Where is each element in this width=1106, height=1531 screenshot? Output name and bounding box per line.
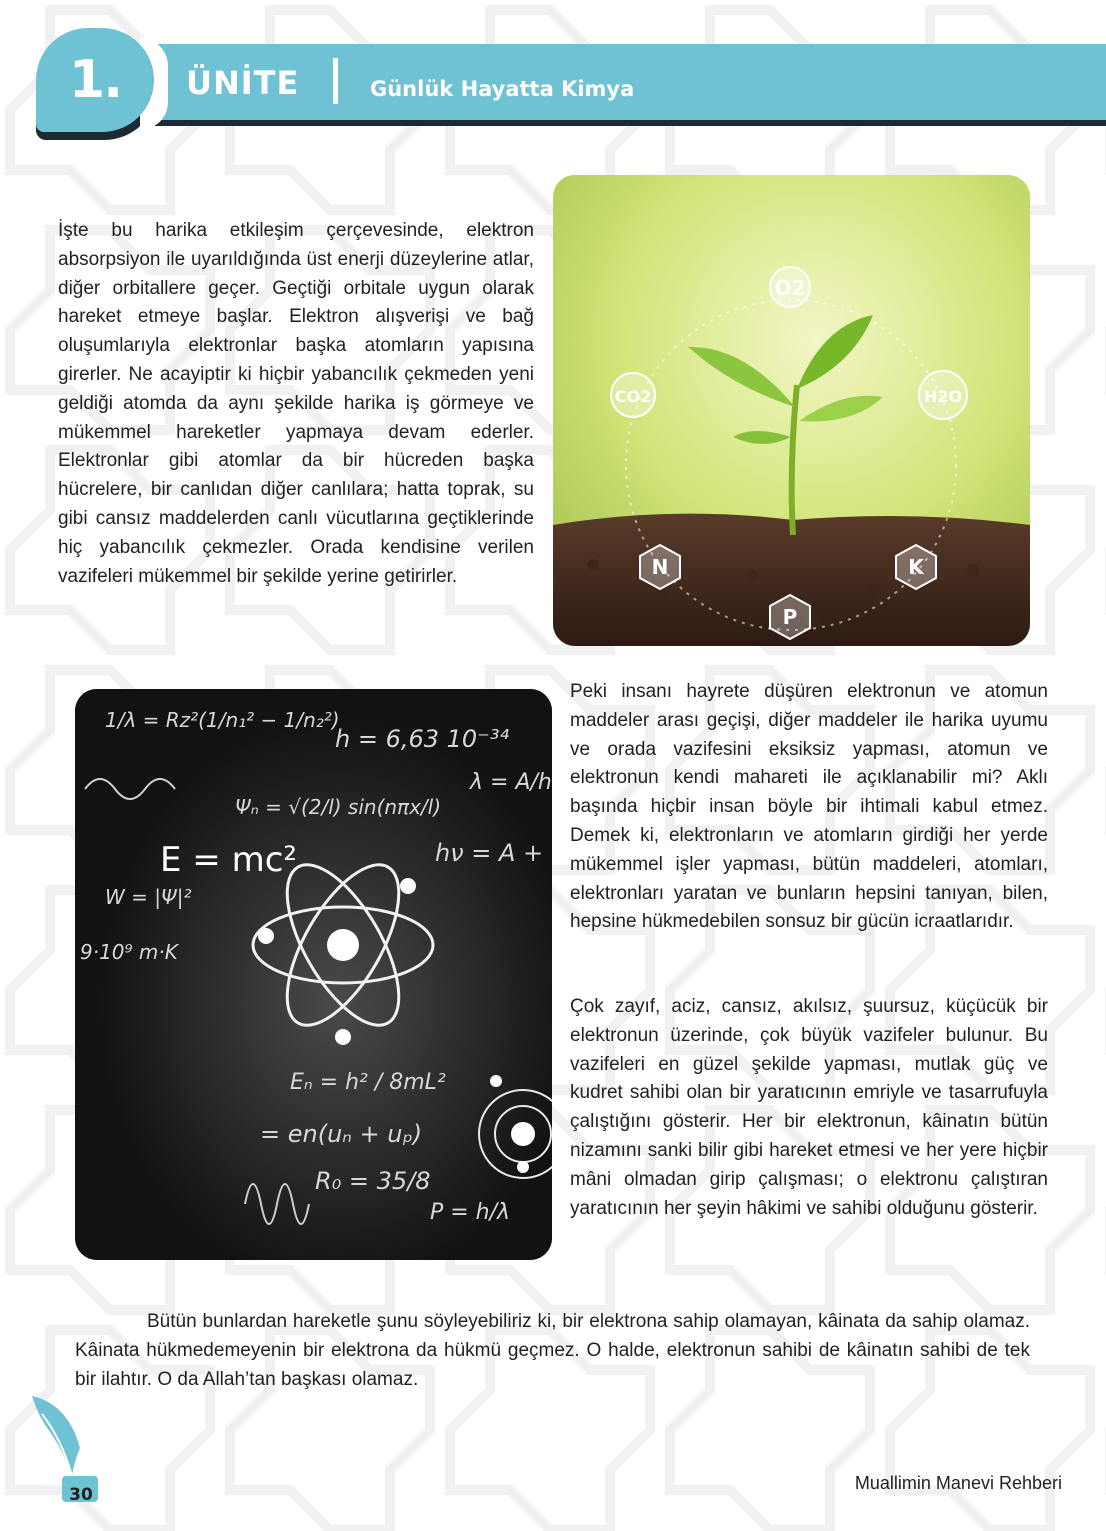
- paragraph-3: Çok zayıf, aciz, cansız, akılsız, şuursuz, küçücük bir elektronun üzerinde, çok büyük vazifeler bulunur. Bu vazifeleri en güzel şekilde yapması, mutlak güç ve kudret sahibi olan bir yaratıcının emriyle ve tasarrufuyla çalıştığını gösterir. Her bir elektronun, kâinatın bütün nizamını sanki bilir gibi hareket etmesi ve her yere hiçbir mâni olmadan girip çalışması; o elektronu çalıştıran yaratıcının her şeyin hâkimi ve sahibi olduğunu gösterir.: [570, 996, 1048, 1219]
- paragraph-2: Peki insanı hayrete düşüren elektronun ve atomun maddeler arası geçişi, diğer maddeler ile harika uyumu ve orada vazifesini eksiksiz yapması, atomun ve elektronun kendi mahareti ile açıklanabilir mi? Aklı başında hiçbir insan böyle bir ihtimali kabul etmez. Demek ki, elektronların ve atomların girdiği her yerde mükemmel işler yapması, bütün maddeleri, atomları, elektronları yaratan ve bunların hepsini tanıyan, bilen, hepsine hükmedebilen sonsuz bir gücün icraatlarıdır.: [570, 681, 1048, 933]
- book-title: Muallimin Manevi Rehberi: [854, 1473, 1062, 1493]
- paragraph-4: Bütün bunlardan hareketle şunu söyleyebiliriz ki, bir elektrona sahip olamayan, kâinata da sahip olamaz. Kâinata hükmedemeyenin bir elektrona da hükmü geçmez. O halde, elektronun sahibi de kâinatın sahibi de tek bir ilahtır. O da Allah’tan başkası olamaz.: [75, 1311, 1030, 1390]
- formula-rx: R₀ = 35/8: [315, 1167, 431, 1195]
- formula-emc2: E = mc²: [160, 840, 298, 880]
- formula-planck: h = 6,63 10⁻³⁴: [335, 725, 510, 753]
- header-divider: [333, 58, 338, 104]
- plant-illustration: [553, 175, 1030, 646]
- label-o2: O2: [774, 276, 806, 300]
- formula-misc: 9·10⁹ m·K: [80, 940, 178, 964]
- paragraph-1: İşte bu harika etkileşim çerçevesinde, elektron absorpsiyon ile uyarıldığında üst enerji düzeylerine atlar, diğer orbitallere geçer. Geçtiği orbitale uygun olarak hareket etmeye başlar. Elektron alışverişi ve bağ oluşumlarıyla elektronlar başka atomların yapısına girerler. Ne acayiptir ki hiçbir yabancılık çekmeden yeni geldiği atomda da aynı şekilde harika iş görmeye ve mükemmel hareketler yapmaya devam ederler. Elektronlar gibi atomlar da bir hücreden başka hücrelere, bir canlıdan diğer canlılara; hatta toprak, su gibi cansız maddelerden canlı vücutlarına geçtiklerinde hiç yabancılık çekmezler. Orada kendisine verilen vazifeleri mükemmel bir şekilde yerine getirirler.: [58, 220, 534, 587]
- label-k: K: [908, 555, 924, 579]
- chapter-title: Günlük Hayatta Kimya: [370, 77, 635, 101]
- page-number: 30: [69, 1485, 93, 1505]
- label-h2o: H2O: [923, 387, 963, 406]
- atom-illustration: [75, 689, 552, 1260]
- label-p: P: [782, 605, 798, 629]
- formula-w: W = |Ψ|²: [105, 885, 192, 909]
- formula-psi: Ψₙ = √(2/l) sin(nπx/l): [235, 795, 442, 819]
- plant-sprout-image: [553, 175, 1030, 646]
- label-n: N: [651, 555, 669, 579]
- formula-p: P = h/λ: [430, 1200, 511, 1225]
- formula-en: = en(uₙ + uₚ): [260, 1120, 423, 1148]
- formula-rydberg: 1/λ = Rz²(1/n₁² − 1/n₂²): [105, 708, 340, 732]
- atom-formulas-image: [75, 689, 552, 1260]
- unit-number: 1.: [69, 50, 121, 110]
- formula-lambda: λ = A/h: [470, 770, 552, 795]
- unit-label: ÜNİTE: [186, 64, 300, 102]
- unit-badge: [36, 28, 154, 132]
- formula-energy: Eₙ = h² / 8mL²: [290, 1070, 446, 1095]
- label-co2: CO2: [614, 387, 652, 406]
- formula-hv: hν = A +: [435, 839, 544, 867]
